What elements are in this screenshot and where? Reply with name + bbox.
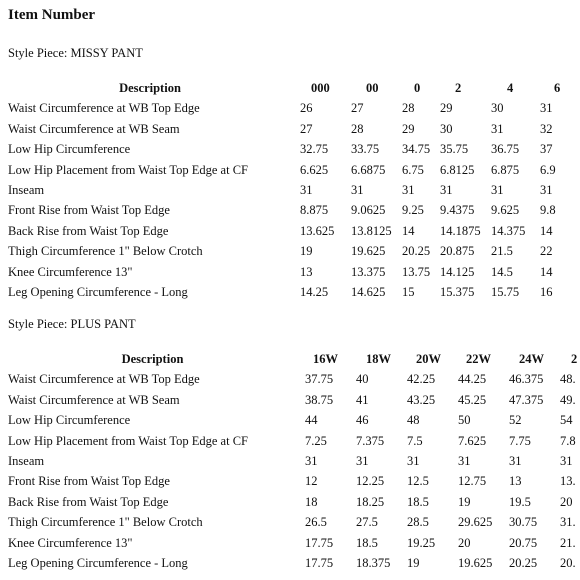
measurement-cell: 31.: [560, 515, 576, 530]
row-description: Waist Circumference at WB Seam: [8, 121, 180, 136]
measurement-cell: 31: [560, 454, 573, 469]
measurement-cell: 9.625: [491, 203, 520, 218]
measurement-cell: 7.5: [407, 433, 423, 448]
size-header: 22W: [466, 352, 491, 366]
missy-pant-spec-table: [0, 78, 580, 302]
size-header: 2: [455, 81, 462, 95]
measurement-cell: 19.25: [407, 535, 436, 550]
size-header: 20W: [416, 352, 441, 366]
row-description: Low Hip Circumference: [8, 142, 131, 157]
measurement-cell: 35.75: [440, 142, 469, 157]
measurement-cell: 9.4375: [440, 203, 475, 218]
measurement-cell: 31: [509, 454, 522, 469]
measurement-cell: 6.6875: [351, 162, 386, 177]
measurement-cell: 13.625: [300, 223, 335, 238]
measurement-cell: 49.: [560, 392, 576, 407]
measurement-cell: 50: [458, 413, 471, 428]
measurement-cell: 20.75: [509, 535, 538, 550]
measurement-cell: 9.8: [540, 203, 556, 218]
table-row: [0, 533, 580, 553]
measurement-cell: 54: [560, 413, 573, 428]
measurement-cell: 14.1875: [440, 223, 481, 238]
measurement-cell: 6.9: [540, 162, 556, 177]
measurement-cell: 44.25: [458, 372, 487, 387]
measurement-cell: 30: [440, 121, 453, 136]
measurement-cell: 20.25: [402, 244, 431, 259]
description-header: Description: [119, 81, 181, 95]
table-row: [0, 431, 580, 451]
measurement-cell: 47.375: [509, 392, 544, 407]
table-row: [0, 282, 580, 302]
measurement-cell: 26.5: [305, 515, 327, 530]
size-header: 24W: [519, 352, 544, 366]
measurement-cell: 19: [458, 494, 471, 509]
measurement-cell: 16: [540, 285, 553, 300]
size-header: 6: [554, 81, 561, 95]
measurement-cell: 30: [491, 101, 504, 116]
measurement-cell: 32: [540, 121, 553, 136]
measurement-cell: 14: [540, 264, 553, 279]
row-description: Low Hip Placement from Waist Top Edge at CF: [8, 162, 248, 177]
table-row: [0, 180, 580, 200]
measurement-cell: 6.625: [300, 162, 329, 177]
size-header: 18W: [366, 352, 391, 366]
row-description: Front Rise from Waist Top Edge: [8, 474, 170, 489]
measurement-cell: 19.625: [351, 244, 386, 259]
measurement-cell: 13: [300, 264, 313, 279]
table-row: [0, 221, 580, 241]
row-description: Inseam: [8, 454, 45, 469]
measurement-cell: 15: [402, 285, 415, 300]
measurement-cell: 29.625: [458, 515, 493, 530]
measurement-cell: 31: [407, 454, 420, 469]
table-row: [0, 390, 580, 410]
measurement-cell: 28: [351, 121, 364, 136]
measurement-cell: 7.375: [356, 433, 385, 448]
measurement-cell: 9.25: [402, 203, 424, 218]
measurement-cell: 14.5: [491, 264, 513, 279]
measurement-cell: 12: [305, 474, 318, 489]
measurement-cell: 13.8125: [351, 223, 392, 238]
measurement-cell: 18.25: [356, 494, 385, 509]
measurement-cell: 31: [402, 183, 415, 198]
measurement-cell: 40: [356, 372, 369, 387]
measurement-cell: 42.25: [407, 372, 436, 387]
table-row: [0, 119, 580, 139]
row-description: Waist Circumference at WB Top Edge: [8, 101, 200, 116]
measurement-cell: 14: [540, 223, 553, 238]
measurement-cell: 19: [300, 244, 313, 259]
measurement-cell: 20: [458, 535, 471, 550]
measurement-cell: 12.25: [356, 474, 385, 489]
measurement-cell: 48: [407, 413, 420, 428]
measurement-cell: 31: [305, 454, 318, 469]
measurement-cell: 6.875: [491, 162, 520, 177]
size-header: 000: [311, 81, 330, 95]
style-piece-missy-label: Style Piece: MISSY PANT: [8, 46, 143, 60]
measurement-cell: 45.25: [458, 392, 487, 407]
table-row: [0, 262, 580, 282]
measurement-cell: 32.75: [300, 142, 329, 157]
measurement-cell: 46: [356, 413, 369, 428]
measurement-cell: 26: [300, 101, 313, 116]
table-row: [0, 492, 580, 512]
measurement-cell: 28.5: [407, 515, 429, 530]
measurement-cell: 21.: [560, 535, 576, 550]
measurement-cell: 12.75: [458, 474, 487, 489]
measurement-cell: 7.8: [560, 433, 576, 448]
measurement-cell: 52: [509, 413, 522, 428]
row-description: Low Hip Placement from Waist Top Edge at CF: [8, 433, 248, 448]
size-header: 16W: [313, 352, 338, 366]
measurement-cell: 6.75: [402, 162, 424, 177]
style-piece-plus-label: Style Piece: PLUS PANT: [8, 317, 136, 331]
measurement-cell: 13.375: [351, 264, 386, 279]
measurement-cell: 31: [458, 454, 471, 469]
row-description: Knee Circumference 13": [8, 264, 133, 279]
measurement-cell: 20: [560, 494, 573, 509]
row-description: Knee Circumference 13": [8, 535, 133, 550]
row-description: Back Rise from Waist Top Edge: [8, 223, 169, 238]
measurement-cell: 7.75: [509, 433, 531, 448]
measurement-cell: 38.75: [305, 392, 334, 407]
table-row: [0, 553, 580, 573]
measurement-cell: 20.25: [509, 556, 538, 571]
size-header: 0: [414, 81, 421, 95]
measurement-cell: 31: [540, 183, 553, 198]
measurement-cell: 21.5: [491, 244, 513, 259]
missy-table-body: [0, 98, 580, 302]
table-row: [0, 160, 580, 180]
measurement-cell: 43.25: [407, 392, 436, 407]
size-header: 2: [571, 352, 578, 366]
measurement-cell: 19.625: [458, 556, 493, 571]
measurement-cell: 31: [351, 183, 364, 198]
row-description: Inseam: [8, 183, 45, 198]
measurement-cell: 7.625: [458, 433, 487, 448]
measurement-cell: 14.125: [440, 264, 475, 279]
row-description: Back Rise from Waist Top Edge: [8, 494, 169, 509]
measurement-cell: 27: [351, 101, 364, 116]
table-row: [0, 471, 580, 491]
size-header: 00: [366, 81, 379, 95]
measurement-cell: 44: [305, 413, 318, 428]
measurement-cell: 15.375: [440, 285, 475, 300]
measurement-cell: 13.75: [402, 264, 431, 279]
measurement-cell: 31: [491, 121, 504, 136]
measurement-cell: 33.75: [351, 142, 380, 157]
measurement-cell: 18.375: [356, 556, 391, 571]
row-description: Thigh Circumference 1" Below Crotch: [8, 515, 203, 530]
measurement-cell: 37.75: [305, 372, 334, 387]
measurement-cell: 8.875: [300, 203, 329, 218]
measurement-cell: 13: [509, 474, 522, 489]
measurement-cell: 9.0625: [351, 203, 386, 218]
measurement-cell: 34.75: [402, 142, 431, 157]
measurement-cell: 6.8125: [440, 162, 475, 177]
measurement-cell: 14.625: [351, 285, 386, 300]
measurement-cell: 20.: [560, 556, 576, 571]
missy-header-row: [0, 78, 580, 98]
size-header: 4: [507, 81, 514, 95]
measurement-cell: 48.: [560, 372, 576, 387]
description-header: Description: [121, 352, 184, 366]
row-description: Thigh Circumference 1" Below Crotch: [8, 244, 203, 259]
table-row: [0, 369, 580, 389]
measurement-cell: 22: [540, 244, 553, 259]
row-description: Leg Opening Circumference - Long: [8, 556, 188, 571]
measurement-cell: 27: [300, 121, 313, 136]
measurement-cell: 41: [356, 392, 369, 407]
measurement-cell: 18.5: [407, 494, 429, 509]
measurement-cell: 31: [491, 183, 504, 198]
table-row: [0, 512, 580, 532]
table-row: [0, 241, 580, 261]
row-description: Leg Opening Circumference - Long: [8, 285, 188, 300]
measurement-cell: 13.: [560, 474, 576, 489]
measurement-cell: 17.75: [305, 556, 334, 571]
measurement-cell: 15.75: [491, 285, 520, 300]
row-description: Waist Circumference at WB Seam: [8, 392, 180, 407]
measurement-cell: 31: [440, 183, 453, 198]
table-row: [0, 139, 580, 159]
measurement-cell: 31: [300, 183, 313, 198]
measurement-cell: 19: [407, 556, 420, 571]
measurement-cell: 36.75: [491, 142, 520, 157]
measurement-cell: 30.75: [509, 515, 538, 530]
measurement-cell: 29: [440, 101, 453, 116]
measurement-cell: 14.375: [491, 223, 526, 238]
measurement-cell: 28: [402, 101, 415, 116]
measurement-cell: 37: [540, 142, 553, 157]
measurement-cell: 17.75: [305, 535, 334, 550]
table-row: [0, 98, 580, 118]
measurement-cell: 18.5: [356, 535, 378, 550]
row-description: Waist Circumference at WB Top Edge: [8, 372, 200, 387]
plus-pant-spec-table: [0, 349, 580, 573]
row-description: Low Hip Circumference: [8, 413, 131, 428]
measurement-cell: 20.875: [440, 244, 475, 259]
measurement-cell: 31: [540, 101, 553, 116]
table-row: [0, 200, 580, 220]
measurement-cell: 19.5: [509, 494, 531, 509]
measurement-cell: 14: [402, 223, 415, 238]
plus-header-row: [0, 349, 580, 369]
measurement-cell: 7.25: [305, 433, 327, 448]
table-row: [0, 451, 580, 471]
measurement-cell: 46.375: [509, 372, 544, 387]
measurement-cell: 29: [402, 121, 415, 136]
measurement-cell: 31: [356, 454, 369, 469]
measurement-cell: 27.5: [356, 515, 378, 530]
plus-table-body: [0, 369, 580, 573]
item-number-title: Item Number: [8, 7, 96, 23]
measurement-cell: 18: [305, 494, 318, 509]
table-row: [0, 410, 580, 430]
row-description: Front Rise from Waist Top Edge: [8, 203, 170, 218]
measurement-cell: 12.5: [407, 474, 429, 489]
measurement-cell: 14.25: [300, 285, 329, 300]
